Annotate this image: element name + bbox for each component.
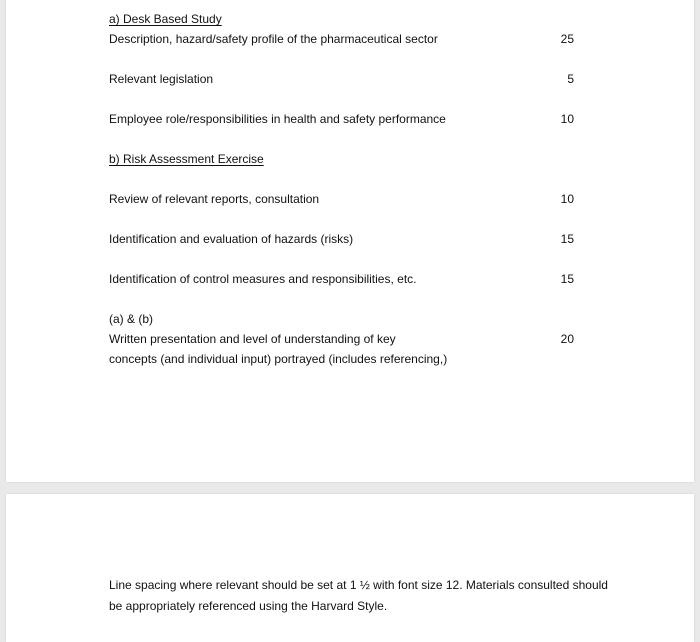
section-a-heading: a) Desk Based Study	[109, 12, 222, 26]
criterion-label: Written presentation and level of understanding of key	[109, 332, 396, 346]
criterion-label: Identification and evaluation of hazards (risks)	[109, 232, 354, 246]
criterion-score: 25	[560, 32, 574, 46]
notes-line: Line spacing where relevant should be set at 1 ½ with font size 12. Materials consulted should	[109, 578, 608, 592]
criterion-label: Identification of control measures and responsibilities, etc.	[109, 272, 417, 286]
criterion-label: Relevant legislation	[109, 72, 214, 86]
marking-scheme-page	[6, 0, 694, 482]
criterion-score: 5	[567, 72, 574, 86]
criterion-label: Review of relevant reports, consultation	[109, 192, 320, 206]
criterion-score: 10	[560, 112, 574, 126]
notes-page	[6, 494, 694, 642]
criterion-score: 10	[560, 192, 574, 206]
criterion-score: 15	[560, 232, 574, 246]
criterion-label: Employee role/responsibilities in health and safety performance	[109, 112, 446, 126]
criterion-score: 15	[560, 272, 574, 286]
section-ab-heading: (a) & (b)	[109, 312, 154, 326]
criterion-score: 20	[560, 332, 574, 346]
section-b-heading: b) Risk Assessment Exercise	[109, 152, 264, 166]
notes-line: be appropriately referenced using the Harvard Style.	[109, 599, 388, 613]
criterion-label-continued: concepts (and individual input) portrayed (includes referencing,)	[109, 352, 448, 366]
criterion-label: Description, hazard/safety profile of the pharmaceutical sector	[109, 32, 438, 46]
